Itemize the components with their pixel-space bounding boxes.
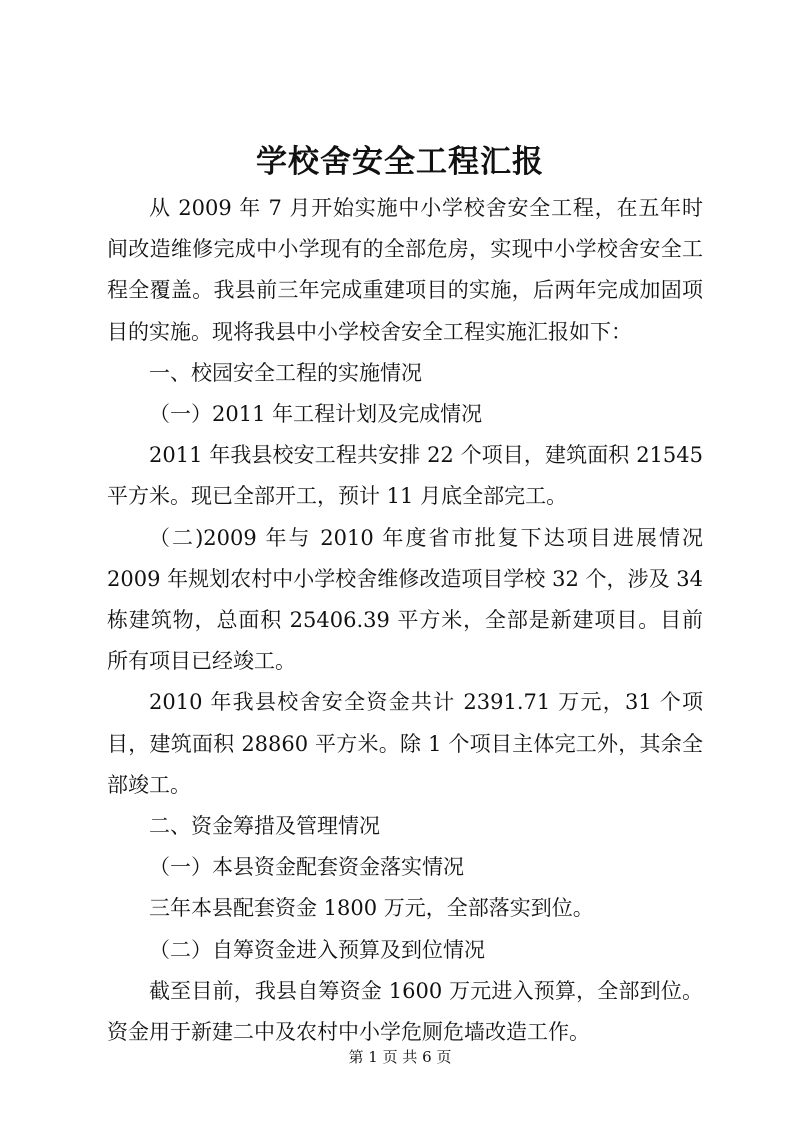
subsection-heading-2-2: （二）自筹资金进入预算及到位情况 [149,937,485,962]
paragraph-self-raised-funds: 截至目前，我县自筹资金 1600 万元进入预算，全部到位。资金用于新建二中及农村中小学危厕危墙改造工作。 [107,978,703,1045]
page-footer: 第 1 页 共 6 页 [348,1048,452,1066]
paragraph-2010-funds: 2010 年我县校舍安全资金共计 2391.71 万元，31 个项目，建筑面积 28860 平方米。除 1 个项目主体完工外，其余全部竣工。 [107,690,703,797]
section-heading-1: 一、校园安全工程的实施情况 [149,360,422,385]
document-title: 学校舍安全工程汇报 [256,144,544,180]
subsection-heading-1-1: （一）2011 年工程计划及完成情况 [149,402,483,427]
subsection-heading-2-1: （一）本县资金配套资金落实情况 [149,855,464,880]
intro-paragraph: 从 2009 年 7 月开始实施中小学校舍安全工程，在五年时间改造维修完成中小学现有的全部危房，实现中小学校舍安全工程全覆盖。我县前三年完成重建项目的实施，后两年完成加固项目的实施。现将我县中小学校舍安全工程实施汇报如下： [107,196,703,344]
paragraph-2009-2010-progress: （二)2009 年与 2010 年度省市批复下达项目进展情况 2009 年规划农村中小学校舍维修改造项目学校 32 个，涉及 34 栋建筑物，总面积 25406.39 平方米，全部是新建项目。目前所有项目已经竣工。 [107,525,703,674]
paragraph-matching-funds: 三年本县配套资金 1800 万元，全部落实到位。 [149,896,594,921]
section-heading-2: 二、资金筹措及管理情况 [149,814,380,839]
document-body [107,188,703,1053]
paragraph-2011-projects: 2011 年我县校安工程共安排 22 个项目，建筑面积 21545 平方米。现已全部开工，预计 11 月底全部完工。 [107,443,703,509]
